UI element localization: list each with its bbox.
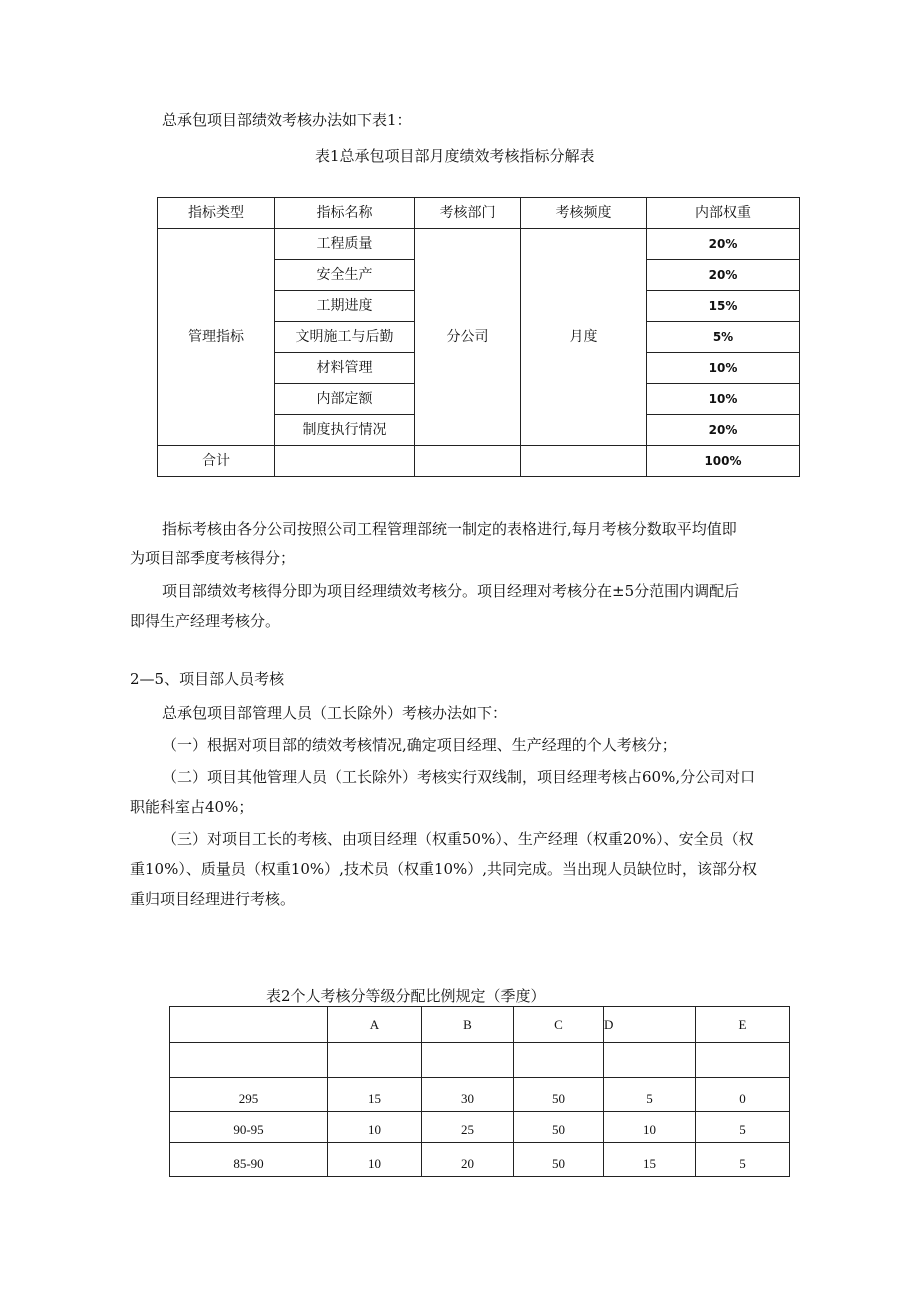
table1-header-row xyxy=(158,198,800,229)
indicator-name-cell: 安全生产 xyxy=(275,260,415,291)
value-cell: 15 xyxy=(328,1078,422,1112)
value-cell: 30 xyxy=(422,1078,514,1112)
table2-header-cell: A xyxy=(328,1007,422,1043)
empty-cell xyxy=(422,1043,514,1078)
table2-header-cell xyxy=(170,1007,328,1043)
empty-cell xyxy=(275,446,415,477)
table2-header-cell: D xyxy=(604,1007,696,1043)
table2-clip xyxy=(160,1000,800,1181)
paragraph-line: 项目部绩效考核得分即为项目经理绩效考核分。项目经理对考核分在±5分范围内调配后 xyxy=(162,582,740,600)
weight-cell: 5% xyxy=(647,322,800,353)
table-row xyxy=(158,229,800,260)
value-cell: 10 xyxy=(328,1112,422,1143)
value-cell: 5 xyxy=(696,1143,790,1177)
table2-header-row xyxy=(170,1007,790,1043)
paragraph-line: （三）对项目工长的考核、由项目经理（权重50%）、生产经理（权重20%）、安全员（权 xyxy=(162,830,754,848)
empty-cell xyxy=(170,1043,328,1078)
indicator-name-cell: 文明施工与后勤 xyxy=(275,322,415,353)
paragraph-line: （二）项目其他管理人员（工长除外）考核实行双线制，项目经理考核占60%,分公司对口 xyxy=(162,768,756,786)
indicator-name-cell: 内部定额 xyxy=(275,384,415,415)
paragraph-line: 为项目部季度考核得分； xyxy=(130,549,296,567)
weight-cell: 10% xyxy=(647,384,800,415)
score-range-cell: 85-90 xyxy=(170,1143,328,1177)
weight-cell: 20% xyxy=(647,260,800,291)
paragraph-line: 重10%）、质量员（权重10%）,技术员（权重10%）,共同完成。当出现人员缺位时，该部分权 xyxy=(130,860,758,878)
table1-header-cell: 考核部门 xyxy=(415,198,521,229)
intro-text: 总承包项目部绩效考核办法如下表1： xyxy=(162,111,412,129)
score-range-cell: 295 xyxy=(170,1078,328,1112)
weight-cell: 20% xyxy=(647,229,800,260)
table1-header-cell: 指标名称 xyxy=(275,198,415,229)
table-row xyxy=(170,1078,790,1112)
table2-header-cell: B xyxy=(422,1007,514,1043)
empty-cell xyxy=(521,446,647,477)
value-cell: 50 xyxy=(514,1112,604,1143)
table1-total-row xyxy=(158,446,800,477)
indicator-type-cell: 管理指标 xyxy=(158,229,275,446)
table2 xyxy=(169,1006,790,1177)
freq-cell: 月度 xyxy=(521,229,647,446)
table1 xyxy=(157,197,800,477)
table1-header-cell: 内部权重 xyxy=(647,198,800,229)
value-cell: 5 xyxy=(696,1112,790,1143)
paragraph-line: 即得生产经理考核分。 xyxy=(130,612,281,630)
value-cell: 50 xyxy=(514,1143,604,1177)
indicator-name-cell: 制度执行情况 xyxy=(275,415,415,446)
value-cell: 25 xyxy=(422,1112,514,1143)
empty-cell xyxy=(696,1043,790,1078)
weight-cell: 20% xyxy=(647,415,800,446)
paragraph-line: 重归项目经理进行考核。 xyxy=(130,890,296,908)
weight-cell: 15% xyxy=(647,291,800,322)
value-cell: 50 xyxy=(514,1078,604,1112)
paragraph-line: 总承包项目部管理人员（工长除外）考核办法如下： xyxy=(162,704,508,722)
value-cell: 10 xyxy=(604,1112,696,1143)
section-title: 2—5、项目部人员考核 xyxy=(130,670,285,688)
total-weight-cell: 100% xyxy=(647,446,800,477)
paragraph-line: 职能科室占40%； xyxy=(130,798,254,816)
empty-cell xyxy=(604,1043,696,1078)
table2-header-cell: C xyxy=(514,1007,604,1043)
table1-caption: 表1总承包项目部月度绩效考核指标分解表 xyxy=(315,147,595,165)
value-cell: 10 xyxy=(328,1143,422,1177)
empty-cell xyxy=(328,1043,422,1078)
indicator-name-cell: 工程质量 xyxy=(275,229,415,260)
paragraph-line: 指标考核由各分公司按照公司工程管理部统一制定的表格进行,每月考核分数取平均值即 xyxy=(162,520,737,538)
table2-empty-row xyxy=(170,1043,790,1078)
indicator-name-cell: 材料管理 xyxy=(275,353,415,384)
table1-header-cell: 考核频度 xyxy=(521,198,647,229)
table-row xyxy=(170,1112,790,1143)
weight-cell: 10% xyxy=(647,353,800,384)
value-cell: 5 xyxy=(604,1078,696,1112)
empty-cell xyxy=(514,1043,604,1078)
value-cell: 20 xyxy=(422,1143,514,1177)
total-label-cell: 合计 xyxy=(158,446,275,477)
indicator-name-cell: 工期进度 xyxy=(275,291,415,322)
table1-header-cell: 指标类型 xyxy=(158,198,275,229)
score-range-cell: 90-95 xyxy=(170,1112,328,1143)
table-row xyxy=(170,1143,790,1177)
table2-header-cell: E xyxy=(696,1007,790,1043)
paragraph-line: （一）根据对项目部的绩效考核情况,确定项目经理、生产经理的个人考核分； xyxy=(162,736,677,754)
empty-cell xyxy=(415,446,521,477)
value-cell: 15 xyxy=(604,1143,696,1177)
value-cell: 0 xyxy=(696,1078,790,1112)
table2-caption: 表2个人考核分等级分配比例规定（季度） xyxy=(266,987,546,1005)
dept-cell: 分公司 xyxy=(415,229,521,446)
